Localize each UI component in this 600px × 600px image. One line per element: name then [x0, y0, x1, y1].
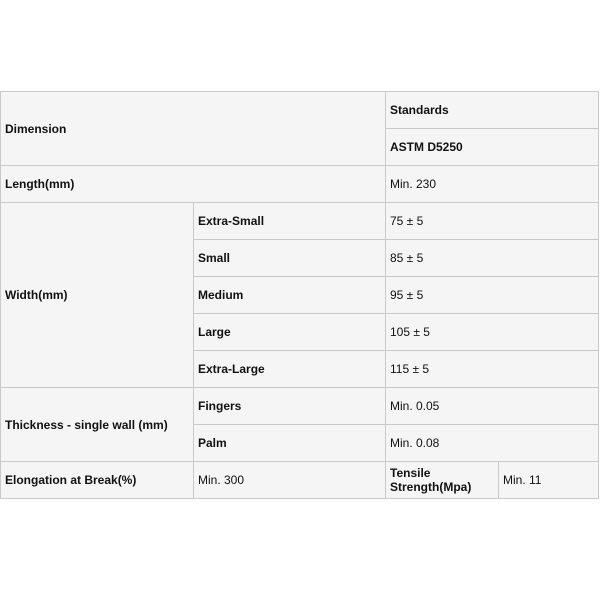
palm-label: Palm: [194, 425, 386, 462]
thickness-label: Thickness - single wall (mm): [1, 388, 194, 462]
size-value: 115 ± 5: [386, 351, 599, 388]
dimension-header: Dimension: [1, 92, 386, 166]
table-row: [1, 203, 599, 240]
size-value: 85 ± 5: [386, 240, 599, 277]
size-label: Extra-Large: [194, 351, 386, 388]
fingers-value: Min. 0.05: [386, 388, 599, 425]
size-value: 95 ± 5: [386, 277, 599, 314]
table-row: [1, 462, 599, 499]
specification-table: [0, 91, 599, 499]
length-label: Length(mm): [1, 166, 386, 203]
size-label: Medium: [194, 277, 386, 314]
width-label: Width(mm): [1, 203, 194, 388]
size-label: Small: [194, 240, 386, 277]
table-row: [1, 92, 599, 129]
size-label: Extra-Small: [194, 203, 386, 240]
tensile-label: Tensile Strength(Mpa): [386, 462, 499, 499]
elongation-label: Elongation at Break(%): [1, 462, 194, 499]
elongation-value: Min. 300: [194, 462, 386, 499]
size-value: 105 ± 5: [386, 314, 599, 351]
size-label: Large: [194, 314, 386, 351]
tensile-value: Min. 11: [499, 462, 599, 499]
table-row: [1, 166, 599, 203]
astm-standard-header: ASTM D5250: [386, 129, 599, 166]
length-value: Min. 230: [386, 166, 599, 203]
standards-header: Standards: [386, 92, 599, 129]
table-row: [1, 388, 599, 425]
size-value: 75 ± 5: [386, 203, 599, 240]
palm-value: Min. 0.08: [386, 425, 599, 462]
fingers-label: Fingers: [194, 388, 386, 425]
